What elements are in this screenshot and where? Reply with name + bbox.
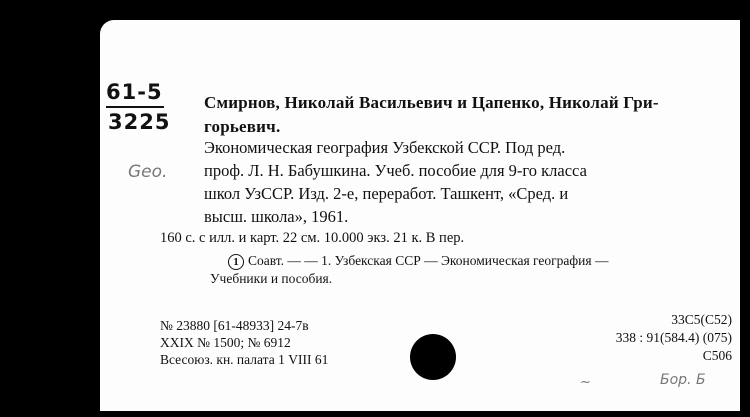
collation-line: 160 с. с илл. и карт. 22 см. 10.000 экз. 21 к. В пер. xyxy=(160,230,465,246)
classification-line-2: 338 : 91(584.4) (075) xyxy=(615,330,732,345)
author-line-1: Смирнов, Николай Васильевич и Цапенко, Николай Гри- xyxy=(204,93,659,112)
author-line-2: горьевич. xyxy=(204,117,281,136)
title-line-2: проф. Л. Н. Бабушкина. Учеб. пособие для 9-го класса xyxy=(204,161,587,180)
classification-line-3: С506 xyxy=(702,348,732,363)
tracing-line-1 xyxy=(228,253,608,270)
call-number-top: 61-5 xyxy=(106,80,163,104)
handwritten-note: Geo. xyxy=(128,162,168,182)
title-line-1: Экономическая география Узбекской ССР. Под ред. xyxy=(204,138,566,157)
bottom-handwriting: Бор. Б xyxy=(660,372,706,388)
registration-line-2: XXIX № 1500; № 6912 xyxy=(160,335,291,350)
tracing-line-2: Учебники и пособия. xyxy=(210,271,333,286)
tracing-text: Соавт. — — 1. Узбекская ССР — Экономическая география — xyxy=(248,253,609,268)
title-line-4: высш. школа», 1961. xyxy=(204,207,349,226)
title-line-3: школ УзССР. Изд. 2-е, переработ. Ташкент, «Сред. и xyxy=(204,184,569,203)
punch-hole xyxy=(410,334,456,380)
bottom-left-mark: ~ xyxy=(580,375,591,390)
registration-line-3: Всесоюз. кн. палата 1 VIII 61 xyxy=(160,352,329,367)
coauthor-mark: 1 xyxy=(228,254,244,270)
call-number-divider xyxy=(106,106,164,108)
call-number-bottom: 3225 xyxy=(108,110,171,134)
catalog-card xyxy=(100,20,740,411)
classification-line-1: 33С5(С52) xyxy=(671,312,732,327)
registration-line-1: № 23880 [61-48933] 24-7в xyxy=(160,318,309,333)
